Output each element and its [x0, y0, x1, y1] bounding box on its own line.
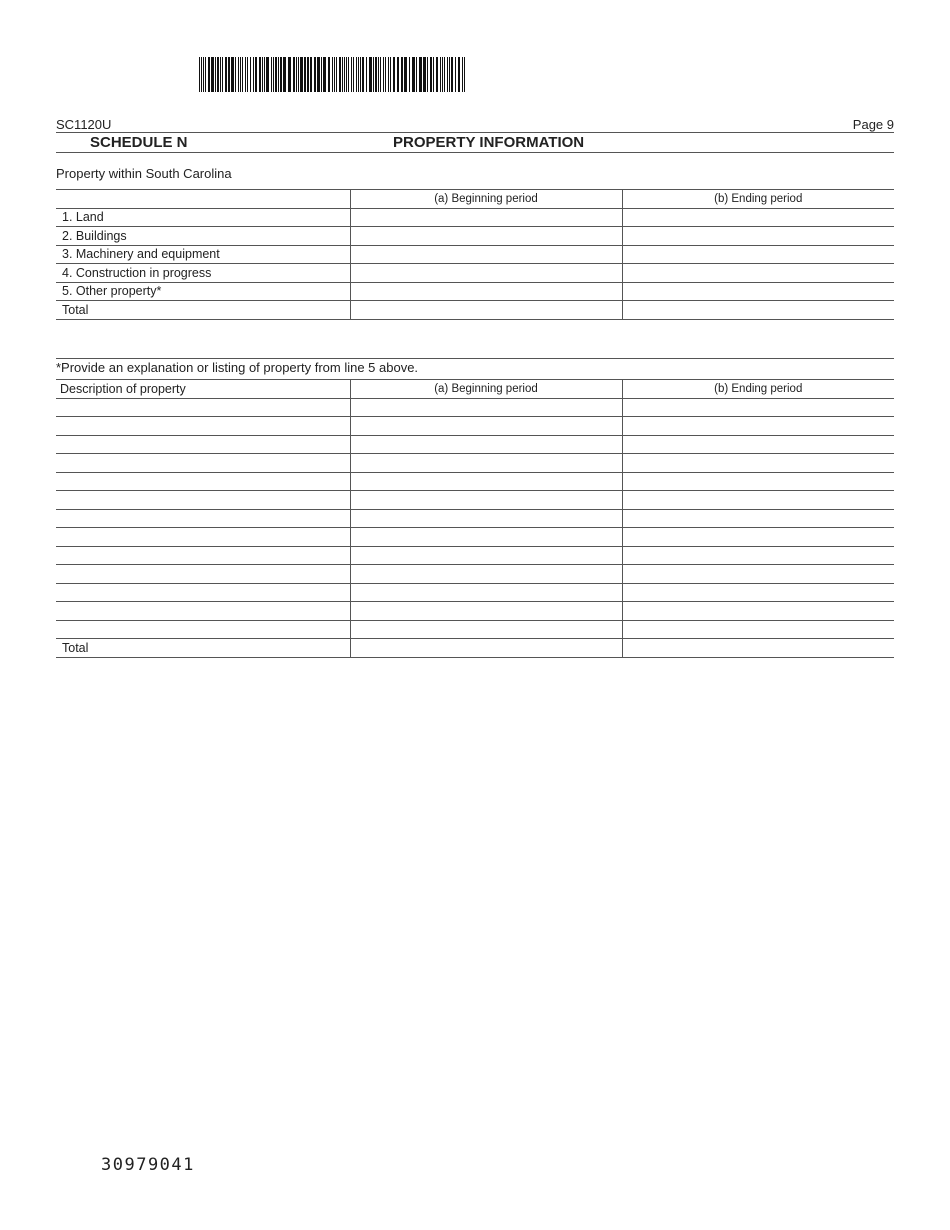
barcode-bar [208, 57, 210, 92]
table-row [56, 546, 894, 565]
barcode-bar [314, 57, 316, 92]
property-beginning-field[interactable] [350, 454, 622, 473]
land-ending-field[interactable] [622, 208, 894, 227]
table-row [56, 509, 894, 528]
other-beginning-field[interactable] [350, 282, 622, 301]
property-desc-field[interactable] [56, 620, 350, 639]
barcode-bar [455, 57, 456, 92]
barcode-bar [366, 57, 367, 92]
table-row [56, 620, 894, 639]
barcode-bar [356, 57, 357, 92]
barcode-bar [393, 57, 395, 92]
property-beginning-field[interactable] [350, 491, 622, 510]
property-beginning-field[interactable] [350, 398, 622, 417]
total-ending-input[interactable] [623, 303, 895, 317]
machinery-beginning-field[interactable] [350, 245, 622, 264]
explanation-total-ending-input[interactable] [623, 641, 895, 655]
barcode-bar [397, 57, 399, 92]
barcode-bar [353, 57, 354, 92]
header-rule-top [56, 132, 894, 133]
table-row [56, 583, 894, 602]
property-desc-input[interactable] [62, 585, 350, 599]
property-beginning-field[interactable] [350, 602, 622, 621]
barcode-bar [222, 57, 223, 92]
col-ending-header: (b) Ending period [622, 380, 894, 399]
barcode-bar [240, 57, 241, 92]
barcode-bar [344, 57, 345, 92]
property-desc-field[interactable] [56, 435, 350, 454]
property-ending-input[interactable] [623, 511, 895, 525]
property-beginning-field[interactable] [350, 565, 622, 584]
property-desc-input[interactable] [62, 622, 350, 636]
property-beginning-field[interactable] [350, 509, 622, 528]
property-desc-field[interactable] [56, 583, 350, 602]
construction-beginning-input[interactable] [351, 266, 622, 280]
property-beginning-input[interactable] [351, 548, 622, 562]
machinery-ending-field[interactable] [622, 245, 894, 264]
barcode-bar [280, 57, 282, 92]
construction-beginning-field[interactable] [350, 264, 622, 283]
property-beginning-field[interactable] [350, 528, 622, 547]
property-desc-field[interactable] [56, 509, 350, 528]
form-id: SC1120U [56, 117, 112, 132]
property-ending-input[interactable] [623, 585, 895, 599]
table-row [56, 639, 894, 658]
schedule-title: PROPERTY INFORMATION [393, 134, 585, 151]
barcode-bar [288, 57, 291, 92]
property-desc-field[interactable] [56, 528, 350, 547]
barcode-bar [317, 57, 320, 92]
property-beginning-input[interactable] [351, 585, 622, 599]
property-desc-input[interactable] [62, 604, 350, 618]
property-desc-input[interactable] [62, 493, 350, 507]
land-beginning-input[interactable] [351, 210, 622, 224]
property-beginning-input[interactable] [351, 437, 622, 451]
barcode-bar [271, 57, 272, 92]
table-row [56, 398, 894, 417]
row-label-other: 5. Other property* [56, 282, 350, 301]
other-beginning-input[interactable] [351, 284, 622, 298]
barcode-bar [225, 57, 227, 92]
barcode-bar [238, 57, 239, 92]
other-ending-field[interactable] [622, 282, 894, 301]
row-label-buildings: 2. Buildings [56, 227, 350, 246]
property-ending-input[interactable] [623, 530, 895, 544]
barcode-bar [348, 57, 349, 92]
barcode-bar [462, 57, 463, 92]
property-ending-field[interactable] [622, 602, 894, 621]
buildings-beginning-input[interactable] [351, 229, 622, 243]
barcode-bar [430, 57, 432, 92]
barcode-bar [339, 57, 341, 92]
table-row [56, 565, 894, 584]
barcode-bar [358, 57, 359, 92]
property-ending-field[interactable] [622, 583, 894, 602]
property-ending-input[interactable] [623, 419, 895, 433]
property-ending-field[interactable] [622, 435, 894, 454]
explanation-table-header [56, 380, 894, 399]
barcode-bar [436, 57, 438, 92]
property-desc-field[interactable] [56, 565, 350, 584]
blank-header-cell [56, 190, 350, 209]
barcode-bar [275, 57, 277, 92]
property-beginning-field[interactable] [350, 472, 622, 491]
property-beginning-input[interactable] [351, 400, 622, 414]
barcode-bar [304, 57, 306, 92]
barcode-bar [259, 57, 261, 92]
barcode-bar [296, 57, 297, 92]
table-row [56, 472, 894, 491]
property-ending-input[interactable] [623, 400, 895, 414]
barcode-bar [203, 57, 204, 92]
barcode-bar [401, 57, 403, 92]
land-beginning-field[interactable] [350, 208, 622, 227]
property-ending-input[interactable] [623, 474, 895, 488]
machinery-beginning-input[interactable] [351, 247, 622, 261]
barcode-bar [442, 57, 443, 92]
barcode-bar [250, 57, 251, 92]
col-ending-header: (b) Ending period [622, 190, 894, 209]
property-desc-input[interactable] [62, 474, 350, 488]
property-beginning-input[interactable] [351, 419, 622, 433]
table-row [56, 528, 894, 547]
col-description-header: Description of property [56, 380, 350, 399]
table-row [56, 245, 894, 264]
barcode-bar [332, 57, 333, 92]
land-ending-input[interactable] [623, 210, 895, 224]
total-beginning-input[interactable] [351, 303, 622, 317]
buildings-ending-field[interactable] [622, 227, 894, 246]
property-ending-field[interactable] [622, 528, 894, 547]
property-ending-input[interactable] [623, 493, 895, 507]
barcode-bar [328, 57, 330, 92]
barcode-bar [433, 57, 434, 92]
property-beginning-input[interactable] [351, 567, 622, 581]
barcode-bar [235, 57, 236, 92]
barcode-bar [351, 57, 352, 92]
property-beginning-field[interactable] [350, 417, 622, 436]
property-desc-input[interactable] [62, 567, 350, 581]
barcode-bar [205, 57, 206, 92]
table-row [56, 282, 894, 301]
barcode-bar [404, 57, 407, 92]
property-ending-field[interactable] [622, 472, 894, 491]
barcode-bar [283, 57, 286, 92]
machinery-ending-input[interactable] [623, 247, 895, 261]
property-desc-input[interactable] [62, 511, 350, 525]
property-desc-field[interactable] [56, 546, 350, 565]
barcode-bar [255, 57, 257, 92]
explanation-label: *Provide an explanation or listing of property from line 5 above. [56, 360, 419, 375]
barcode-bar [215, 57, 216, 92]
property-table-header [56, 190, 894, 209]
barcode-bar [380, 57, 381, 92]
barcode-bar [383, 57, 384, 92]
barcode-bar [228, 57, 230, 92]
property-desc-field[interactable] [56, 454, 350, 473]
barcode-bar [220, 57, 221, 92]
property-beginning-field[interactable] [350, 583, 622, 602]
table-row [56, 264, 894, 283]
property-beginning-input[interactable] [351, 530, 622, 544]
barcode-bar [378, 57, 379, 92]
property-ending-input[interactable] [623, 604, 895, 618]
barcode-bar [369, 57, 372, 92]
col-beginning-header: (a) Beginning period [350, 380, 622, 399]
property-beginning-input[interactable] [351, 604, 622, 618]
property-desc-field[interactable] [56, 417, 350, 436]
col-beginning-header: (a) Beginning period [350, 190, 622, 209]
property-ending-input[interactable] [623, 622, 895, 636]
property-ending-field[interactable] [622, 398, 894, 417]
barcode-bar [247, 57, 248, 92]
explanation-table [56, 379, 894, 658]
barcode-bar [416, 57, 417, 92]
property-ending-field[interactable] [622, 546, 894, 565]
barcode-bar [310, 57, 312, 92]
barcode-bar [300, 57, 303, 92]
row-label-machinery: 3. Machinery and equipment [56, 245, 350, 264]
property-beginning-field[interactable] [350, 435, 622, 454]
barcode-bar [298, 57, 299, 92]
barcode-bar [447, 57, 448, 92]
other-ending-input[interactable] [623, 284, 895, 298]
total-beginning-field[interactable] [350, 301, 622, 320]
row-label-total: Total [56, 639, 350, 658]
barcode-bar [360, 57, 361, 92]
barcode-bar [321, 57, 322, 92]
barcode-bar [444, 57, 445, 92]
barcode-bar [412, 57, 415, 92]
barcode-bar [427, 57, 428, 92]
property-desc-field[interactable] [56, 491, 350, 510]
barcode-bar [211, 57, 214, 92]
barcode-bar [390, 57, 391, 92]
section-property-label: Property within South Carolina [56, 166, 232, 181]
barcode-bar [423, 57, 426, 92]
barcode-bar [201, 57, 202, 92]
property-desc-input[interactable] [62, 400, 350, 414]
buildings-beginning-field[interactable] [350, 227, 622, 246]
table-row [56, 227, 894, 246]
property-beginning-input[interactable] [351, 622, 622, 636]
barcode-bar [293, 57, 295, 92]
header-rule-bottom [56, 152, 894, 153]
property-desc-field[interactable] [56, 472, 350, 491]
barcode-bar [451, 57, 453, 92]
property-desc-input[interactable] [62, 437, 350, 451]
barcode-bar [264, 57, 265, 92]
section2-rule [56, 358, 894, 359]
property-ending-input[interactable] [623, 548, 895, 562]
barcode-bar [199, 57, 200, 92]
property-beginning-input[interactable] [351, 474, 622, 488]
explanation-total-beginning-input[interactable] [351, 641, 622, 655]
explanation-total-beginning-field[interactable] [350, 639, 622, 658]
barcode-bar [266, 57, 269, 92]
property-ending-input[interactable] [623, 456, 895, 470]
property-desc-input[interactable] [62, 419, 350, 433]
property-desc-input[interactable] [62, 530, 350, 544]
barcode-bar [217, 57, 219, 92]
barcode-bar [464, 57, 465, 92]
property-ending-input[interactable] [623, 437, 895, 451]
property-beginning-field[interactable] [350, 620, 622, 639]
property-beginning-input[interactable] [351, 456, 622, 470]
barcode-bar [231, 57, 234, 92]
barcode-bar [388, 57, 389, 92]
barcode-bar [334, 57, 335, 92]
row-label-land: 1. Land [56, 208, 350, 227]
property-ending-field[interactable] [622, 491, 894, 510]
row-label-construction: 4. Construction in progress [56, 264, 350, 283]
barcode-bar [323, 57, 326, 92]
property-ending-field[interactable] [622, 509, 894, 528]
table-row [56, 301, 894, 320]
barcode-bar [253, 57, 254, 92]
table-row [56, 602, 894, 621]
barcode-bar [409, 57, 410, 92]
barcode-bar [375, 57, 377, 92]
property-ending-input[interactable] [623, 567, 895, 581]
property-table [56, 189, 894, 320]
property-beginning-input[interactable] [351, 493, 622, 507]
barcode-bar [278, 57, 279, 92]
table-row [56, 435, 894, 454]
property-ending-field[interactable] [622, 454, 894, 473]
page-number: Page 9 [852, 117, 894, 132]
barcode-bar [242, 57, 243, 92]
table-row [56, 491, 894, 510]
barcode-bar [373, 57, 374, 92]
property-beginning-input[interactable] [351, 511, 622, 525]
table-row [56, 208, 894, 227]
construction-ending-field[interactable] [622, 264, 894, 283]
barcode-bar [362, 57, 364, 92]
barcode-bar [458, 57, 460, 92]
barcode-bar [342, 57, 343, 92]
table-row [56, 454, 894, 473]
barcode-bar [419, 57, 422, 92]
barcode-bar [346, 57, 347, 92]
barcode-bar [273, 57, 274, 92]
total-ending-field[interactable] [622, 301, 894, 320]
barcode-bar [385, 57, 386, 92]
barcode-bar [262, 57, 263, 92]
property-beginning-field[interactable] [350, 546, 622, 565]
barcode-bar [440, 57, 441, 92]
buildings-ending-input[interactable] [623, 229, 895, 243]
property-desc-input[interactable] [62, 456, 350, 470]
construction-ending-input[interactable] [623, 266, 895, 280]
barcode [199, 57, 470, 92]
row-label-total: Total [56, 301, 350, 320]
property-desc-field[interactable] [56, 398, 350, 417]
explanation-total-ending-field[interactable] [622, 639, 894, 658]
property-ending-field[interactable] [622, 565, 894, 584]
barcode-bar [336, 57, 337, 92]
property-desc-field[interactable] [56, 602, 350, 621]
barcode-bar [307, 57, 309, 92]
schedule-label: SCHEDULE N [90, 134, 188, 151]
barcode-bar [245, 57, 246, 92]
property-desc-input[interactable] [62, 548, 350, 562]
property-ending-field[interactable] [622, 620, 894, 639]
barcode-bar [449, 57, 450, 92]
document-number: 30979041 [101, 1155, 195, 1175]
table-row [56, 417, 894, 436]
property-ending-field[interactable] [622, 417, 894, 436]
